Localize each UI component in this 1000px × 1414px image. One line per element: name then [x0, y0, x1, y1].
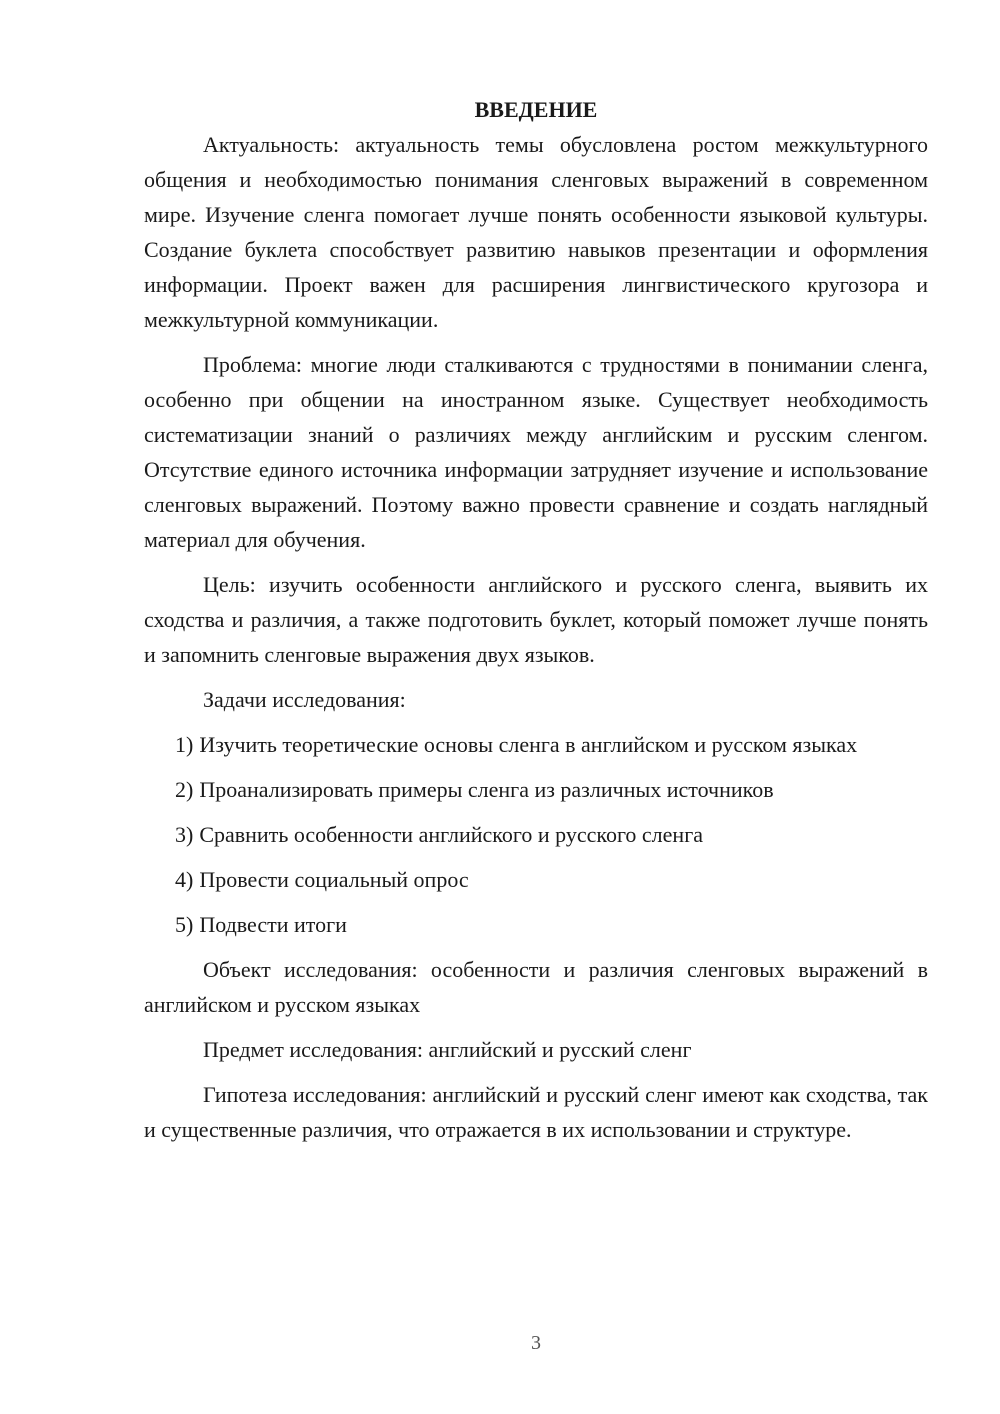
task-number: 4): [175, 867, 194, 892]
task-text: Подвести итоги: [199, 912, 347, 937]
task-text: Сравнить особенности английского и русского сленга: [199, 822, 703, 847]
task-item: [144, 862, 928, 897]
hypothesis-paragraph: Гипотеза исследования: английский и русский сленг имеют как сходства, так и существенные различия, что отражается в их использовании и структуре.: [144, 1082, 928, 1142]
task-text: Провести социальный опрос: [199, 867, 469, 892]
task-number: 1): [175, 732, 194, 757]
object-paragraph: Объект исследования: особенности и различия сленговых выражений в английском и русском языках: [144, 957, 928, 1017]
task-item: [144, 907, 928, 942]
task-text: Проанализировать примеры сленга из различных источников: [199, 777, 774, 802]
tasks-intro: Задачи исследования:: [203, 687, 406, 712]
task-item: [144, 727, 928, 762]
task-number: 2): [175, 777, 194, 802]
task-text: Изучить теоретические основы сленга в английском и русском языках: [199, 732, 858, 757]
page-number: 3: [531, 1332, 541, 1354]
task-number: 3): [175, 822, 194, 847]
problem-paragraph: Проблема: многие люди сталкиваются с трудностями в понимании сленга, особенно при общении на иностранном языке. Существует необходимость систематизации знаний о различиях между английским и русским сленгом. Отсутствие единого источника информации затрудняет изучение и использование сленговых выражений. Поэтому важно провести сравнение и создать наглядный материал для обучения.: [144, 352, 928, 552]
document-page: [144, 92, 928, 1147]
task-item: [144, 772, 928, 807]
task-item: [144, 817, 928, 852]
relevance-paragraph: Актуальность: актуальность темы обусловлена ростом межкультурного общения и необходимостью понимания сленговых выражений в современном мире. Изучение сленга помогает лучше понять особенности языковой культуры. Создание буклета способствует развитию навыков презентации и оформления информации. Проект важен для расширения лингвистического кругозора и межкультурной коммуникации.: [144, 132, 928, 332]
task-number: 5): [175, 912, 194, 937]
subject-paragraph: Предмет исследования: английский и русский сленг: [203, 1037, 692, 1062]
section-heading: ВВЕДЕНИЕ: [474, 97, 598, 122]
tasks-list: [144, 727, 928, 942]
goal-paragraph: Цель: изучить особенности английского и русского сленга, выявить их сходства и различия, а также подготовить буклет, который поможет лучше понять и запомнить сленговые выражения двух языков.: [144, 572, 928, 667]
